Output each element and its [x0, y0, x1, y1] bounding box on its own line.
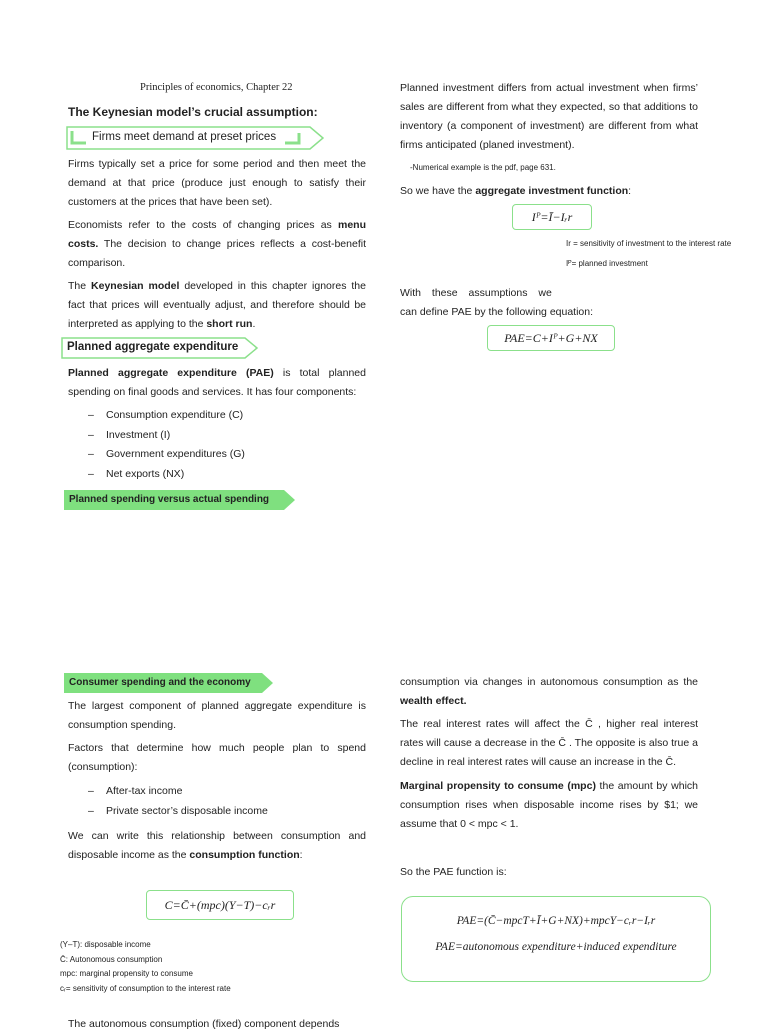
text: Economists refer to the costs of changing prices as [68, 219, 338, 231]
text: We can write this relationship between consumption and disposable income as the [68, 830, 366, 861]
paragraph-consumption-function [68, 827, 366, 865]
formula-pae-autonomous-induced: PAE=autonomous expenditure+induced expenditure [435, 941, 677, 953]
callout-planned-aggregate-expenditure [61, 337, 259, 359]
text: can define PAE by the following equation: [400, 306, 594, 318]
text: . [252, 318, 256, 330]
text: : [299, 849, 303, 861]
term-consumption-function: consumption function [189, 849, 300, 861]
formula-pae-expanded: PAE=(C̄−mpcT+Ī+G+NX)+mpcY−cᵣr−Iᵣr [456, 915, 656, 927]
term-menu-costs: menu costs. [68, 219, 366, 250]
heading-keynesian-assumption: The Keynesian model’s crucial assumption: [68, 105, 318, 119]
list-item: – After-tax income [88, 782, 268, 802]
definition-cr: cᵣ= sensitivity of consumption to the interest rate [60, 983, 231, 993]
term-mpc: Marginal propensity to consume (mpc) [400, 780, 596, 792]
paragraph-keynesian-model [68, 277, 366, 334]
paragraph-firms-set-price: Firms typically set a price for some period and then meet the demand at that price (produce just enough to satisfy their customers at the prices that have been set). [68, 158, 366, 208]
list-item: – Investment (I) [88, 426, 245, 446]
definition-disposable-income: (Y–T): disposable income [60, 940, 151, 949]
term-wealth-effect: wealth effect. [400, 695, 467, 707]
formula-consumption-function: C=C̄+(mpc)(Y−T)−cᵣr [146, 890, 294, 920]
tag-planned-vs-actual [64, 490, 296, 510]
paragraph-largest-component: The largest component of planned aggregate expenditure is consumption spending. [68, 700, 366, 731]
text: the amount by which consumption rises when disposable income rises by $1; we assume that 0 < mpc < 1. [400, 780, 698, 830]
definitions-consumption [60, 938, 231, 996]
paragraph-pae-function-intro: So the PAE function is: [400, 866, 507, 878]
text: The decision to change prices reflects a cost-benefit comparison. [68, 238, 366, 269]
heading-planned-vs-actual: Planned spending versus actual spending [69, 494, 270, 505]
note-numerical-example: -Numerical example is the pdf, page 631. [410, 163, 556, 172]
paragraph-with-assumptions [400, 284, 698, 322]
paragraph-menu-costs [68, 216, 366, 273]
paragraph-real-interest-rates: The real interest rates will affect the C̄ , higher real interest rates will cause a decrease in the C̄ . The opposite is also true a decline in real interest rates will cause an increase in the C̄. [400, 718, 698, 768]
paragraph-pae-definition [68, 364, 366, 402]
list-consumption-factors [88, 782, 268, 821]
definition-autonomous-consumption: C̄: Autonomous consumption [60, 954, 163, 964]
paragraph-cut-off: The autonomous consumption (fixed) component depends [68, 1018, 340, 1030]
definition-ip: Iᴾ= planned investment [566, 259, 648, 268]
callout-firms-meet-demand [66, 126, 324, 150]
list-item: – Net exports (NX) [88, 465, 245, 485]
term-short-run: short run [206, 318, 253, 330]
formula-investment-function: Iᴾ=Ī−Iᵣr [512, 204, 592, 230]
callout-text: Firms meet demand at preset prices [92, 131, 277, 143]
paragraph-mpc [400, 777, 698, 834]
tag-consumer-spending [64, 673, 274, 693]
paragraph-planned-investment: Planned investment differs from actual investment when firms’ sales are different from what they expected, so that additions to inventory (a component of investment) are different from what firms anticipated (planed investment). [400, 82, 698, 151]
list-pae-components [88, 406, 245, 484]
paragraph-factors: Factors that determine how much people plan to spend (consumption): [68, 742, 366, 773]
heading-consumer-spending: Consumer spending and the economy [69, 677, 251, 688]
term-keynesian-model: Keynesian model [91, 280, 180, 292]
paragraph-wealth-effect [400, 673, 698, 711]
text: is total planned spending on final goods and services. It has four components: [68, 367, 366, 398]
text: developed in this chapter ignores the fact that prices will eventually adjust, and therefore should be interpreted as applying to the [68, 280, 366, 330]
term-pae: Planned aggregate expenditure (PAE) [68, 367, 274, 379]
text: The [68, 280, 92, 292]
text: With these assumptions we [400, 287, 552, 299]
formula-pae: PAE=C+Iᴾ+G+NX [487, 325, 615, 351]
text: : [628, 185, 632, 197]
heading-planned-aggregate-expenditure: Planned aggregate expenditure [67, 341, 239, 353]
list-item: – Consumption expenditure (C) [88, 406, 245, 426]
list-item: – Government expenditures (G) [88, 445, 245, 465]
formula-box-pae-function [401, 896, 711, 982]
definition-mpc: mpc: marginal propensity to consume [60, 969, 193, 978]
term-aggregate-investment-function: aggregate investment function [475, 185, 629, 197]
text: consumption via changes in autonomous consumption as the [400, 676, 698, 688]
definition-ir: Ir = sensitivity of investment to the interest rate [566, 239, 732, 248]
list-item: – Private sector’s disposable income [88, 802, 268, 822]
page-header: Principles of economics, Chapter 22 [140, 82, 293, 93]
text: So we have the [400, 185, 476, 197]
paragraph-aggregate-investment [400, 182, 698, 201]
